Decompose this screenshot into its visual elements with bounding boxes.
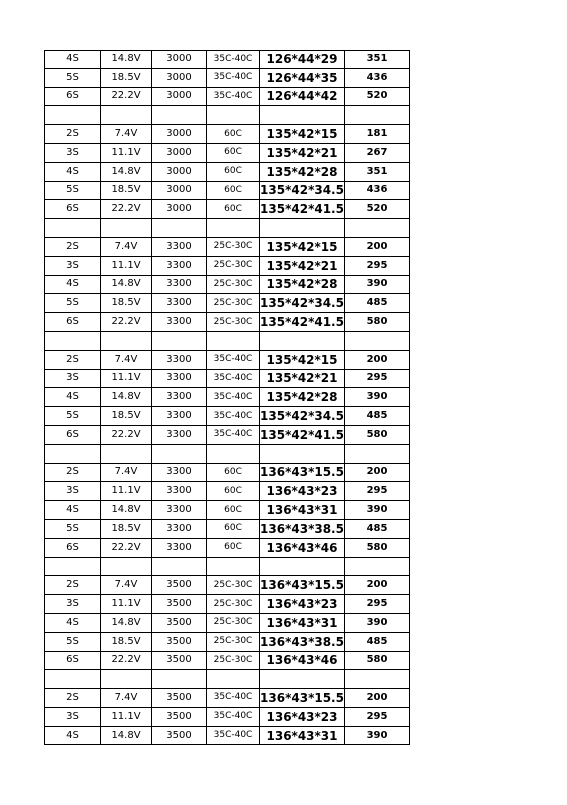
cell-weight: 200 bbox=[344, 238, 410, 256]
cell-weight: 390 bbox=[344, 727, 410, 745]
cell-discharge-rate: 25C-30C bbox=[206, 595, 259, 613]
table-row bbox=[44, 257, 410, 276]
table-row bbox=[44, 595, 410, 614]
cell-dimensions: 136*43*15.5 bbox=[260, 690, 344, 705]
cell-dimensions: 135*42*34.5 bbox=[260, 409, 344, 424]
cell-cells: 2S bbox=[44, 238, 100, 256]
spacer-row bbox=[44, 445, 410, 464]
cell-cells: 5S bbox=[44, 633, 100, 651]
cell-weight: 485 bbox=[344, 407, 410, 425]
table-row bbox=[44, 276, 410, 295]
cell-weight: 200 bbox=[344, 689, 410, 707]
cell-discharge-rate: 35C-40C bbox=[206, 351, 259, 369]
cell-dimensions: 135*42*34.5 bbox=[260, 183, 344, 198]
cell-cells: 6S bbox=[44, 88, 100, 106]
cell-cells: 5S bbox=[44, 294, 100, 312]
table-row bbox=[44, 238, 410, 257]
cell-voltage: 14.8V bbox=[100, 501, 151, 519]
cell-voltage: 22.2V bbox=[100, 652, 151, 670]
cell-weight: 436 bbox=[344, 69, 410, 87]
cell-capacity: 3300 bbox=[151, 426, 206, 444]
cell-dimensions: 136*43*31 bbox=[259, 501, 344, 519]
table-row bbox=[44, 163, 410, 182]
cell-dimensions bbox=[259, 332, 344, 350]
cell-discharge-rate: 35C-40C bbox=[206, 388, 259, 406]
cell-cells: 5S bbox=[44, 69, 100, 87]
cell-weight bbox=[344, 219, 410, 237]
cell-discharge-rate: 35C-40C bbox=[206, 69, 259, 87]
cell-dimensions: 136*43*38.5 bbox=[260, 634, 344, 649]
cell-capacity: 3300 bbox=[151, 520, 206, 538]
cell-capacity: 3000 bbox=[151, 69, 206, 87]
spacer-row bbox=[44, 332, 410, 351]
cell-cells: 3S bbox=[44, 595, 100, 613]
cell-discharge-rate bbox=[206, 106, 259, 124]
cell-cells bbox=[44, 219, 100, 237]
cell-cells: 6S bbox=[44, 200, 100, 218]
cell-voltage: 11.1V bbox=[100, 482, 151, 500]
table-row bbox=[44, 520, 410, 539]
cell-voltage: 18.5V bbox=[100, 520, 151, 538]
cell-capacity: 3500 bbox=[151, 595, 206, 613]
cell-capacity: 3500 bbox=[151, 708, 206, 726]
cell-capacity: 3300 bbox=[151, 294, 206, 312]
cell-dimensions bbox=[259, 219, 344, 237]
cell-dimensions: 136*43*31 bbox=[259, 614, 344, 632]
cell-dimensions: 135*42*15 bbox=[259, 238, 344, 256]
cell-cells: 5S bbox=[44, 182, 100, 200]
spacer-row bbox=[44, 106, 410, 125]
cell-voltage: 7.4V bbox=[100, 125, 151, 143]
cell-weight: 181 bbox=[344, 125, 410, 143]
cell-capacity: 3300 bbox=[151, 257, 206, 275]
table-row bbox=[44, 482, 410, 501]
cell-weight: 580 bbox=[344, 539, 410, 557]
cell-capacity: 3000 bbox=[151, 125, 206, 143]
cell-dimensions: 135*42*41.5 bbox=[260, 427, 344, 442]
cell-voltage: 7.4V bbox=[100, 576, 151, 594]
cell-discharge-rate: 25C-30C bbox=[206, 633, 259, 651]
cell-capacity: 3500 bbox=[151, 727, 206, 745]
table-row bbox=[44, 576, 410, 595]
cell-discharge-rate: 25C-30C bbox=[206, 313, 259, 331]
cell-voltage: 7.4V bbox=[100, 238, 151, 256]
table-row bbox=[44, 652, 410, 671]
cell-weight: 485 bbox=[344, 520, 410, 538]
cell-capacity: 3300 bbox=[151, 370, 206, 388]
cell-discharge-rate: 60C bbox=[206, 464, 259, 482]
cell-voltage: 14.8V bbox=[100, 276, 151, 294]
table-row bbox=[44, 426, 410, 445]
cell-capacity: 3000 bbox=[151, 51, 206, 68]
cell-weight: 390 bbox=[344, 388, 410, 406]
table-row bbox=[44, 182, 410, 201]
cell-dimensions: 135*42*41.5 bbox=[260, 315, 344, 330]
cell-weight bbox=[344, 670, 410, 688]
cell-discharge-rate: 60C bbox=[206, 520, 259, 538]
cell-cells: 6S bbox=[44, 539, 100, 557]
cell-capacity: 3500 bbox=[151, 576, 206, 594]
cell-weight: 295 bbox=[344, 595, 410, 613]
cell-capacity: 3300 bbox=[151, 539, 206, 557]
cell-capacity: 3300 bbox=[151, 407, 206, 425]
cell-dimensions: 136*43*46 bbox=[259, 539, 344, 557]
cell-capacity bbox=[151, 558, 206, 576]
cell-capacity: 3500 bbox=[151, 633, 206, 651]
table-row bbox=[44, 88, 410, 107]
cell-cells: 3S bbox=[44, 257, 100, 275]
cell-weight: 520 bbox=[344, 200, 410, 218]
cell-cells: 4S bbox=[44, 614, 100, 632]
cell-voltage: 14.8V bbox=[100, 727, 151, 745]
cell-voltage: 11.1V bbox=[100, 595, 151, 613]
cell-discharge-rate: 60C bbox=[206, 501, 259, 519]
cell-capacity bbox=[151, 106, 206, 124]
cell-capacity: 3300 bbox=[151, 501, 206, 519]
cell-dimensions: 135*42*28 bbox=[259, 276, 344, 294]
table-row bbox=[44, 144, 410, 163]
cell-cells: 4S bbox=[44, 501, 100, 519]
cell-dimensions: 135*42*28 bbox=[259, 388, 344, 406]
cell-voltage bbox=[100, 558, 151, 576]
cell-voltage: 22.2V bbox=[100, 313, 151, 331]
cell-discharge-rate: 25C-30C bbox=[206, 294, 259, 312]
cell-cells: 4S bbox=[44, 388, 100, 406]
cell-cells bbox=[44, 332, 100, 350]
cell-dimensions bbox=[259, 558, 344, 576]
cell-voltage: 11.1V bbox=[100, 144, 151, 162]
cell-voltage: 11.1V bbox=[100, 370, 151, 388]
cell-capacity: 3000 bbox=[151, 182, 206, 200]
table-row bbox=[44, 727, 410, 746]
cell-cells: 2S bbox=[44, 689, 100, 707]
cell-dimensions bbox=[259, 106, 344, 124]
cell-discharge-rate: 35C-40C bbox=[206, 689, 259, 707]
cell-dimensions: 136*43*23 bbox=[259, 708, 344, 726]
cell-weight: 295 bbox=[344, 257, 410, 275]
cell-discharge-rate bbox=[206, 219, 259, 237]
cell-voltage bbox=[100, 670, 151, 688]
cell-weight: 485 bbox=[344, 294, 410, 312]
cell-capacity: 3300 bbox=[151, 388, 206, 406]
cell-weight: 436 bbox=[344, 182, 410, 200]
cell-weight: 351 bbox=[344, 163, 410, 181]
cell-voltage: 14.8V bbox=[100, 163, 151, 181]
table-row bbox=[44, 69, 410, 88]
cell-cells: 6S bbox=[44, 313, 100, 331]
cell-dimensions: 135*42*34.5 bbox=[260, 296, 344, 311]
cell-discharge-rate: 60C bbox=[206, 539, 259, 557]
cell-cells: 2S bbox=[44, 351, 100, 369]
cell-discharge-rate: 25C-30C bbox=[206, 257, 259, 275]
cell-dimensions: 136*43*15.5 bbox=[260, 578, 344, 593]
cell-discharge-rate: 35C-40C bbox=[206, 370, 259, 388]
battery-spec-table bbox=[44, 50, 410, 745]
cell-discharge-rate: 35C-40C bbox=[206, 51, 259, 68]
cell-weight: 351 bbox=[344, 51, 410, 68]
table-row bbox=[44, 313, 410, 332]
cell-discharge-rate: 60C bbox=[206, 182, 259, 200]
cell-voltage: 11.1V bbox=[100, 257, 151, 275]
table-row bbox=[44, 125, 410, 144]
cell-discharge-rate: 25C-30C bbox=[206, 652, 259, 670]
cell-weight: 200 bbox=[344, 464, 410, 482]
cell-cells: 5S bbox=[44, 520, 100, 538]
cell-weight: 390 bbox=[344, 501, 410, 519]
cell-weight: 200 bbox=[344, 351, 410, 369]
cell-dimensions: 135*42*15 bbox=[259, 351, 344, 369]
cell-weight: 200 bbox=[344, 576, 410, 594]
cell-weight: 580 bbox=[344, 313, 410, 331]
cell-capacity: 3000 bbox=[151, 163, 206, 181]
cell-voltage: 22.2V bbox=[100, 200, 151, 218]
cell-voltage: 7.4V bbox=[100, 464, 151, 482]
cell-cells: 3S bbox=[44, 708, 100, 726]
cell-voltage: 18.5V bbox=[100, 407, 151, 425]
cell-capacity: 3500 bbox=[151, 689, 206, 707]
cell-dimensions: 135*42*21 bbox=[259, 257, 344, 275]
table-row bbox=[44, 464, 410, 483]
cell-cells: 4S bbox=[44, 727, 100, 745]
cell-voltage bbox=[100, 332, 151, 350]
cell-dimensions: 136*43*15.5 bbox=[260, 465, 344, 480]
cell-dimensions: 135*42*28 bbox=[259, 163, 344, 181]
cell-voltage bbox=[100, 106, 151, 124]
cell-capacity: 3300 bbox=[151, 482, 206, 500]
cell-capacity: 3000 bbox=[151, 200, 206, 218]
cell-weight: 580 bbox=[344, 652, 410, 670]
cell-weight: 485 bbox=[344, 633, 410, 651]
cell-discharge-rate bbox=[206, 332, 259, 350]
cell-weight: 580 bbox=[344, 426, 410, 444]
cell-dimensions: 135*42*21 bbox=[259, 370, 344, 388]
cell-discharge-rate: 35C-40C bbox=[206, 407, 259, 425]
cell-cells: 2S bbox=[44, 464, 100, 482]
cell-discharge-rate: 25C-30C bbox=[206, 238, 259, 256]
cell-discharge-rate bbox=[206, 445, 259, 463]
cell-discharge-rate: 60C bbox=[206, 482, 259, 500]
cell-cells: 4S bbox=[44, 163, 100, 181]
cell-weight: 520 bbox=[344, 88, 410, 106]
cell-weight: 390 bbox=[344, 276, 410, 294]
cell-weight: 295 bbox=[344, 708, 410, 726]
cell-cells bbox=[44, 558, 100, 576]
cell-capacity: 3500 bbox=[151, 652, 206, 670]
spacer-row bbox=[44, 219, 410, 238]
cell-cells: 6S bbox=[44, 426, 100, 444]
cell-voltage: 22.2V bbox=[100, 539, 151, 557]
table-row bbox=[44, 539, 410, 558]
cell-weight: 390 bbox=[344, 614, 410, 632]
cell-discharge-rate: 60C bbox=[206, 125, 259, 143]
table-row bbox=[44, 370, 410, 389]
table-row bbox=[44, 633, 410, 652]
cell-capacity bbox=[151, 332, 206, 350]
cell-voltage: 22.2V bbox=[100, 426, 151, 444]
cell-discharge-rate: 35C-40C bbox=[206, 727, 259, 745]
cell-dimensions bbox=[259, 670, 344, 688]
cell-cells: 4S bbox=[44, 51, 100, 68]
cell-weight bbox=[344, 332, 410, 350]
table-row bbox=[44, 50, 410, 69]
cell-weight bbox=[344, 558, 410, 576]
cell-weight bbox=[344, 106, 410, 124]
table-row bbox=[44, 351, 410, 370]
cell-cells: 6S bbox=[44, 652, 100, 670]
cell-discharge-rate: 35C-40C bbox=[206, 426, 259, 444]
cell-discharge-rate bbox=[206, 670, 259, 688]
cell-voltage bbox=[100, 445, 151, 463]
cell-cells bbox=[44, 670, 100, 688]
cell-discharge-rate: 60C bbox=[206, 144, 259, 162]
cell-weight bbox=[344, 445, 410, 463]
cell-dimensions: 126*44*29 bbox=[259, 51, 344, 68]
cell-discharge-rate: 60C bbox=[206, 163, 259, 181]
cell-capacity bbox=[151, 445, 206, 463]
cell-cells: 4S bbox=[44, 276, 100, 294]
cell-discharge-rate: 25C-30C bbox=[206, 576, 259, 594]
table-row bbox=[44, 614, 410, 633]
table-row bbox=[44, 294, 410, 313]
cell-dimensions: 136*43*23 bbox=[259, 482, 344, 500]
cell-cells: 5S bbox=[44, 407, 100, 425]
cell-voltage: 22.2V bbox=[100, 88, 151, 106]
cell-capacity: 3300 bbox=[151, 276, 206, 294]
cell-dimensions: 136*43*46 bbox=[259, 652, 344, 670]
cell-discharge-rate: 35C-40C bbox=[206, 708, 259, 726]
table-row bbox=[44, 200, 410, 219]
cell-capacity: 3300 bbox=[151, 464, 206, 482]
cell-cells: 3S bbox=[44, 482, 100, 500]
cell-dimensions bbox=[259, 445, 344, 463]
cell-voltage: 14.8V bbox=[100, 51, 151, 68]
cell-voltage: 18.5V bbox=[100, 182, 151, 200]
cell-capacity: 3300 bbox=[151, 351, 206, 369]
cell-discharge-rate: 25C-30C bbox=[206, 614, 259, 632]
cell-weight: 295 bbox=[344, 482, 410, 500]
cell-dimensions: 135*42*21 bbox=[259, 144, 344, 162]
cell-cells: 2S bbox=[44, 125, 100, 143]
cell-discharge-rate: 35C-40C bbox=[206, 88, 259, 106]
cell-cells bbox=[44, 106, 100, 124]
cell-discharge-rate bbox=[206, 558, 259, 576]
cell-capacity: 3000 bbox=[151, 88, 206, 106]
cell-cells: 2S bbox=[44, 576, 100, 594]
cell-capacity: 3300 bbox=[151, 313, 206, 331]
cell-dimensions: 136*43*23 bbox=[259, 595, 344, 613]
cell-discharge-rate: 25C-30C bbox=[206, 276, 259, 294]
cell-dimensions: 126*44*42 bbox=[259, 88, 344, 106]
cell-cells: 3S bbox=[44, 370, 100, 388]
cell-voltage: 14.8V bbox=[100, 388, 151, 406]
cell-capacity bbox=[151, 670, 206, 688]
cell-voltage bbox=[100, 219, 151, 237]
cell-capacity: 3300 bbox=[151, 238, 206, 256]
cell-dimensions: 136*43*38.5 bbox=[260, 521, 344, 536]
table-row bbox=[44, 501, 410, 520]
cell-capacity: 3500 bbox=[151, 614, 206, 632]
cell-voltage: 7.4V bbox=[100, 351, 151, 369]
cell-capacity bbox=[151, 219, 206, 237]
cell-capacity: 3000 bbox=[151, 144, 206, 162]
cell-dimensions: 135*42*41.5 bbox=[260, 202, 344, 217]
cell-cells bbox=[44, 445, 100, 463]
spacer-row bbox=[44, 670, 410, 689]
cell-voltage: 18.5V bbox=[100, 294, 151, 312]
table-row bbox=[44, 388, 410, 407]
cell-voltage: 7.4V bbox=[100, 689, 151, 707]
table-row bbox=[44, 407, 410, 426]
spacer-row bbox=[44, 558, 410, 577]
cell-voltage: 14.8V bbox=[100, 614, 151, 632]
cell-voltage: 18.5V bbox=[100, 633, 151, 651]
cell-discharge-rate: 60C bbox=[206, 200, 259, 218]
cell-cells: 3S bbox=[44, 144, 100, 162]
cell-weight: 295 bbox=[344, 370, 410, 388]
table-row bbox=[44, 708, 410, 727]
cell-dimensions: 135*42*15 bbox=[259, 125, 344, 143]
cell-dimensions: 136*43*31 bbox=[259, 727, 344, 745]
cell-voltage: 18.5V bbox=[100, 69, 151, 87]
cell-dimensions: 126*44*35 bbox=[259, 69, 344, 87]
table-row bbox=[44, 689, 410, 708]
cell-weight: 267 bbox=[344, 144, 410, 162]
cell-voltage: 11.1V bbox=[100, 708, 151, 726]
